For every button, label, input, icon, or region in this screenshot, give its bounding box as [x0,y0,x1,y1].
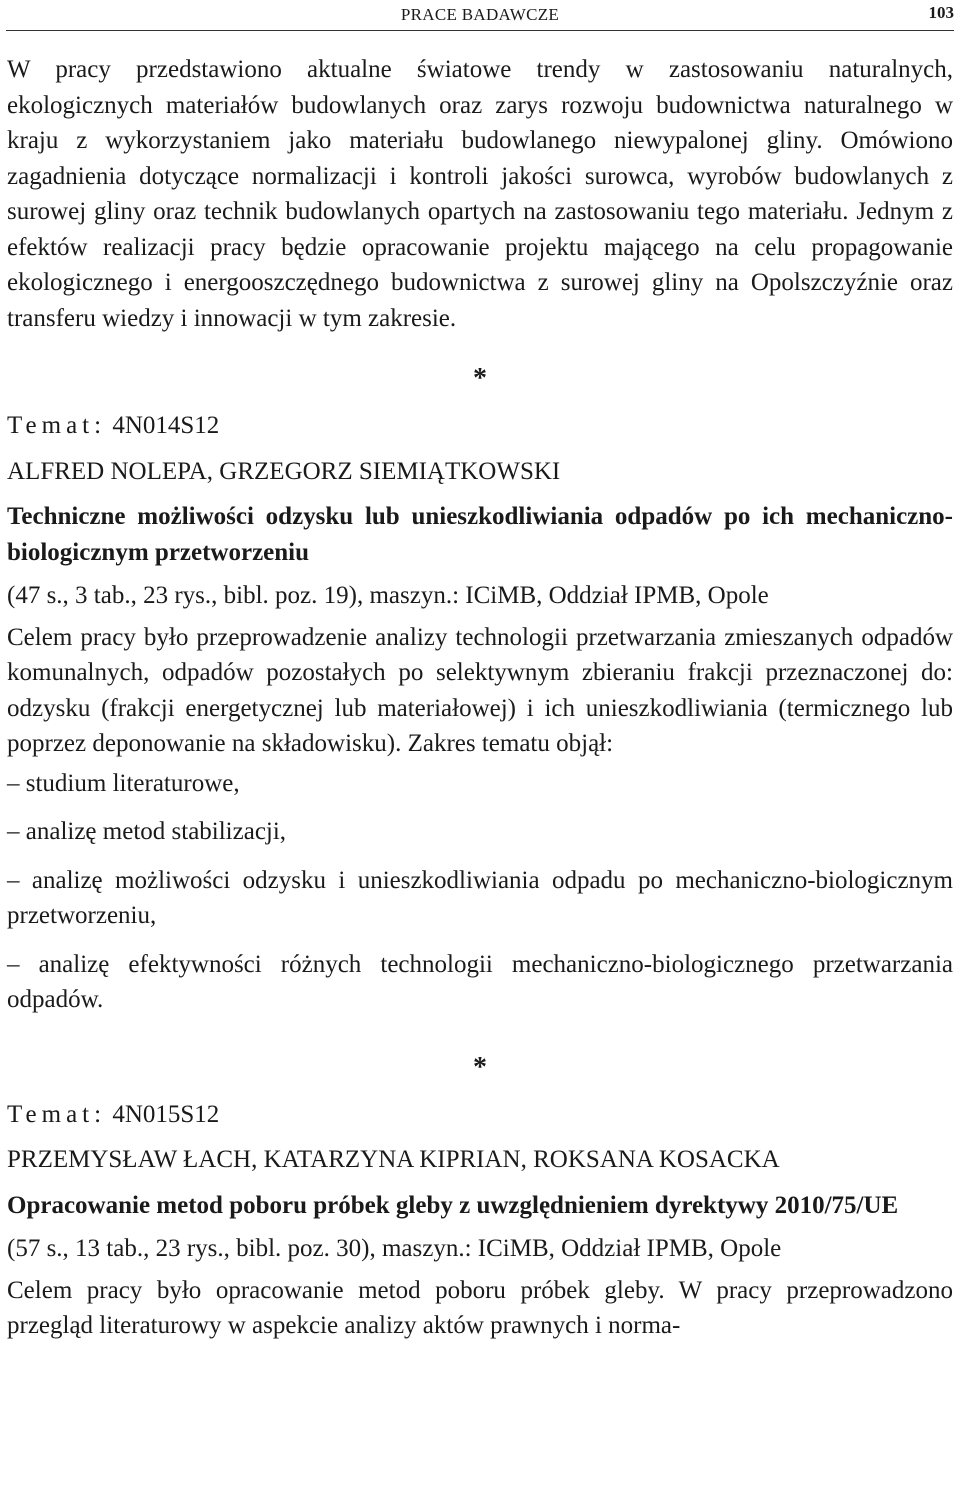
entry-title: Opracowanie metod poboru próbek gleby z uwzględnieniem dyrektywy 2010/75/UE [7,1191,899,1219]
list-item: – analizę metod stabilizacji, [7,818,287,845]
entry-meta: (47 s., 3 tab., 23 rys., bibl. poz. 19), maszyn.: ICiMB, Oddział IPMB, Opole [7,582,769,609]
intro-paragraph: W pracy przedstawiono aktualne światowe trendy w zastosowaniu naturalnych, ekologicznych materiałów budowlanych oraz zarys rozwoju budownictwa naturalnego w kraju z wykorzystaniem jako materiału budowlanego niewypalonej gliny. Omówiono zagadnienia dotyczące normalizacji i kontroli jakości surowca, wyrobów budowlanych z surowej gliny oraz technik budowlanych opartych na zastosowaniu tego materiału. Jednym z efektów realizacji pracy będzie opracowanie projektu mającego na celu propagowanie ekologicznego i energooszczędnego budownictwa z surowej gliny na Opolszczyźnie oraz transferu wiedzy i innowacji w tym zakresie. [7,56,953,332]
scope-list [7,766,953,1018]
page-body [7,52,953,1344]
section-gap [7,1031,953,1053]
entry-meta: (57 s., 13 tab., 23 rys., bibl. poz. 30), maszyn.: ICiMB, Oddział IPMB, Opole [7,1235,782,1262]
running-header [6,0,954,31]
topic-label: Temat: [7,412,107,439]
topic-code: 4N015S12 [112,1100,220,1128]
entry-title: Techniczne możliwości odzysku lub unieszkodliwiania odpadów po ich mechaniczno-biologicznym przetworzeniu [7,503,953,566]
list-item: – analizę efektywności różnych technologii mechaniczno-biologicznego przetwarzania odpadów. [7,950,953,1013]
list-item: – studium literaturowe, [7,769,240,797]
entry-separator: * [473,1051,487,1083]
running-header-title: PRACE BADAWCZE [400,5,560,24]
topic-code: 4N014S12 [112,412,220,439]
research-entry [7,408,953,1018]
entry-abstract: Celem pracy było opracowanie metod poboru próbek gleby. W pracy przeprowadzono przegląd literaturowy w aspekcie analizy aktów prawnych i norma- [7,1276,953,1339]
research-entry [7,1097,953,1344]
list-item: – analizę możliwości odzysku i unieszkodliwiania odpadu po mechaniczno-biologicznym przetworzeniu, [7,866,953,929]
topic-line [7,1097,953,1133]
entry-abstract: Celem pracy było przeprowadzenie analizy technologii przetwarzania zmieszanych odpadów komunalnych, odpadów pozostałych po selektywnym zbieraniu frakcji przeznaczonej do: odzysku (frakcji energetycznej lub materiałowej) i ich unieszkodliwiania (termicznego lub poprzez deponowanie na składowisku). Zakres tematu objął: [7,623,953,757]
entry-authors: ALFRED NOLEPA, GRZEGORZ SIEMIĄTKOWSKI [7,457,561,485]
entry-separator: * [473,363,487,394]
page-number: 103 [928,3,954,22]
topic-label: Temat: [7,1100,107,1128]
entry-authors: PRZEMYSŁAW ŁACH, KATARZYNA KIPRIAN, ROKSANA KOSACKA [7,1146,780,1173]
topic-line [7,408,953,444]
